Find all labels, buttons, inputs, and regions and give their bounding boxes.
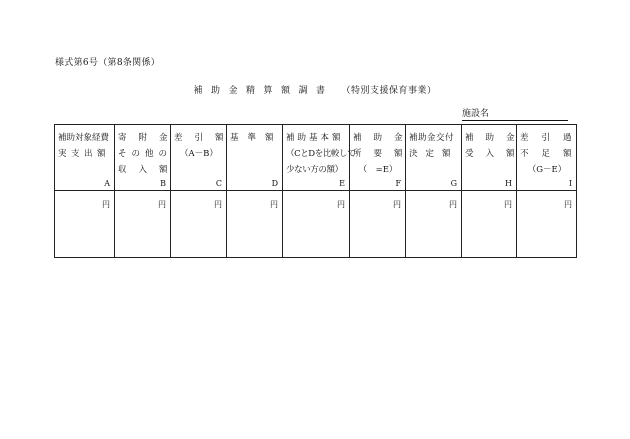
- header-cell-g: [406, 125, 462, 191]
- header-text: 補助金: [353, 133, 415, 143]
- header-text: （G－E）: [527, 165, 567, 175]
- yen-unit: 円: [564, 200, 572, 209]
- value-cell-d[interactable]: [227, 191, 283, 258]
- header-cell-i: [517, 125, 585, 191]
- header-text: 補助金: [465, 133, 527, 143]
- column-letter: E: [339, 179, 345, 188]
- value-cell-h[interactable]: [462, 191, 517, 258]
- header-text: 実支出額: [58, 149, 111, 159]
- yen-unit: 円: [449, 200, 457, 209]
- yen-unit: 円: [102, 200, 110, 209]
- yen-unit: 円: [337, 200, 345, 209]
- yen-unit: 円: [504, 200, 512, 209]
- header-text: 差引過: [520, 133, 585, 143]
- header-text: （CとDを比較して: [286, 149, 356, 159]
- header-cell-e: [283, 125, 356, 191]
- header-cell-h: [462, 125, 527, 191]
- header-cell-a: [55, 125, 115, 191]
- value-cell-f[interactable]: [350, 191, 406, 258]
- column-letter: G: [450, 179, 457, 188]
- header-text: 寄附金: [118, 133, 180, 143]
- yen-unit: 円: [214, 200, 222, 209]
- header-text: 補助基本額: [286, 133, 344, 143]
- header-text: （ =E）: [358, 165, 398, 175]
- column-letter: F: [395, 179, 401, 188]
- header-text: 所要額: [353, 149, 415, 159]
- column-letter: I: [568, 179, 572, 188]
- value-cell-i[interactable]: [517, 191, 577, 258]
- column-letter: B: [160, 179, 166, 188]
- title-main: 補助金精算額調書: [193, 86, 334, 96]
- facility-name-field[interactable]: [462, 108, 568, 121]
- value-cell-g[interactable]: [406, 191, 462, 258]
- header-text: 少ない方の額）: [286, 165, 343, 175]
- header-cell-d: [227, 125, 283, 191]
- header-text: 差引額: [174, 133, 236, 143]
- value-cell-a[interactable]: [55, 191, 115, 258]
- column-letter: H: [505, 179, 512, 188]
- header-cell-b: [115, 125, 180, 191]
- yen-unit: 円: [158, 200, 166, 209]
- value-cell-b[interactable]: [115, 191, 171, 258]
- header-cell-f: [350, 125, 415, 191]
- facility-label: 施設名: [462, 109, 490, 119]
- header-row: [55, 125, 577, 191]
- yen-unit: 円: [270, 200, 278, 209]
- header-text: その他の: [118, 149, 173, 159]
- column-letter: D: [271, 179, 278, 188]
- document-title: [0, 83, 630, 96]
- form-number: 様式第6号（第8条関係）: [55, 58, 161, 68]
- value-row: [55, 191, 577, 258]
- column-letter: A: [104, 179, 110, 188]
- header-text: 補助対象経費: [58, 133, 110, 143]
- title-subtitle: （特別支援保育事業）: [341, 86, 437, 96]
- header-text: 補助金交付: [409, 133, 455, 143]
- header-text: 収入額: [118, 165, 180, 175]
- yen-unit: 円: [393, 200, 401, 209]
- header-text: 基準額: [230, 133, 283, 143]
- value-cell-c[interactable]: [171, 191, 227, 258]
- header-text: 受入額: [465, 149, 527, 159]
- value-cell-e[interactable]: [283, 191, 350, 258]
- header-text: 不足額: [520, 149, 585, 159]
- column-letter: C: [215, 179, 222, 188]
- header-text: 決定額: [409, 149, 459, 159]
- header-cell-c: [171, 125, 236, 191]
- header-text: （A－B）: [180, 149, 218, 159]
- settlement-table: [54, 124, 585, 258]
